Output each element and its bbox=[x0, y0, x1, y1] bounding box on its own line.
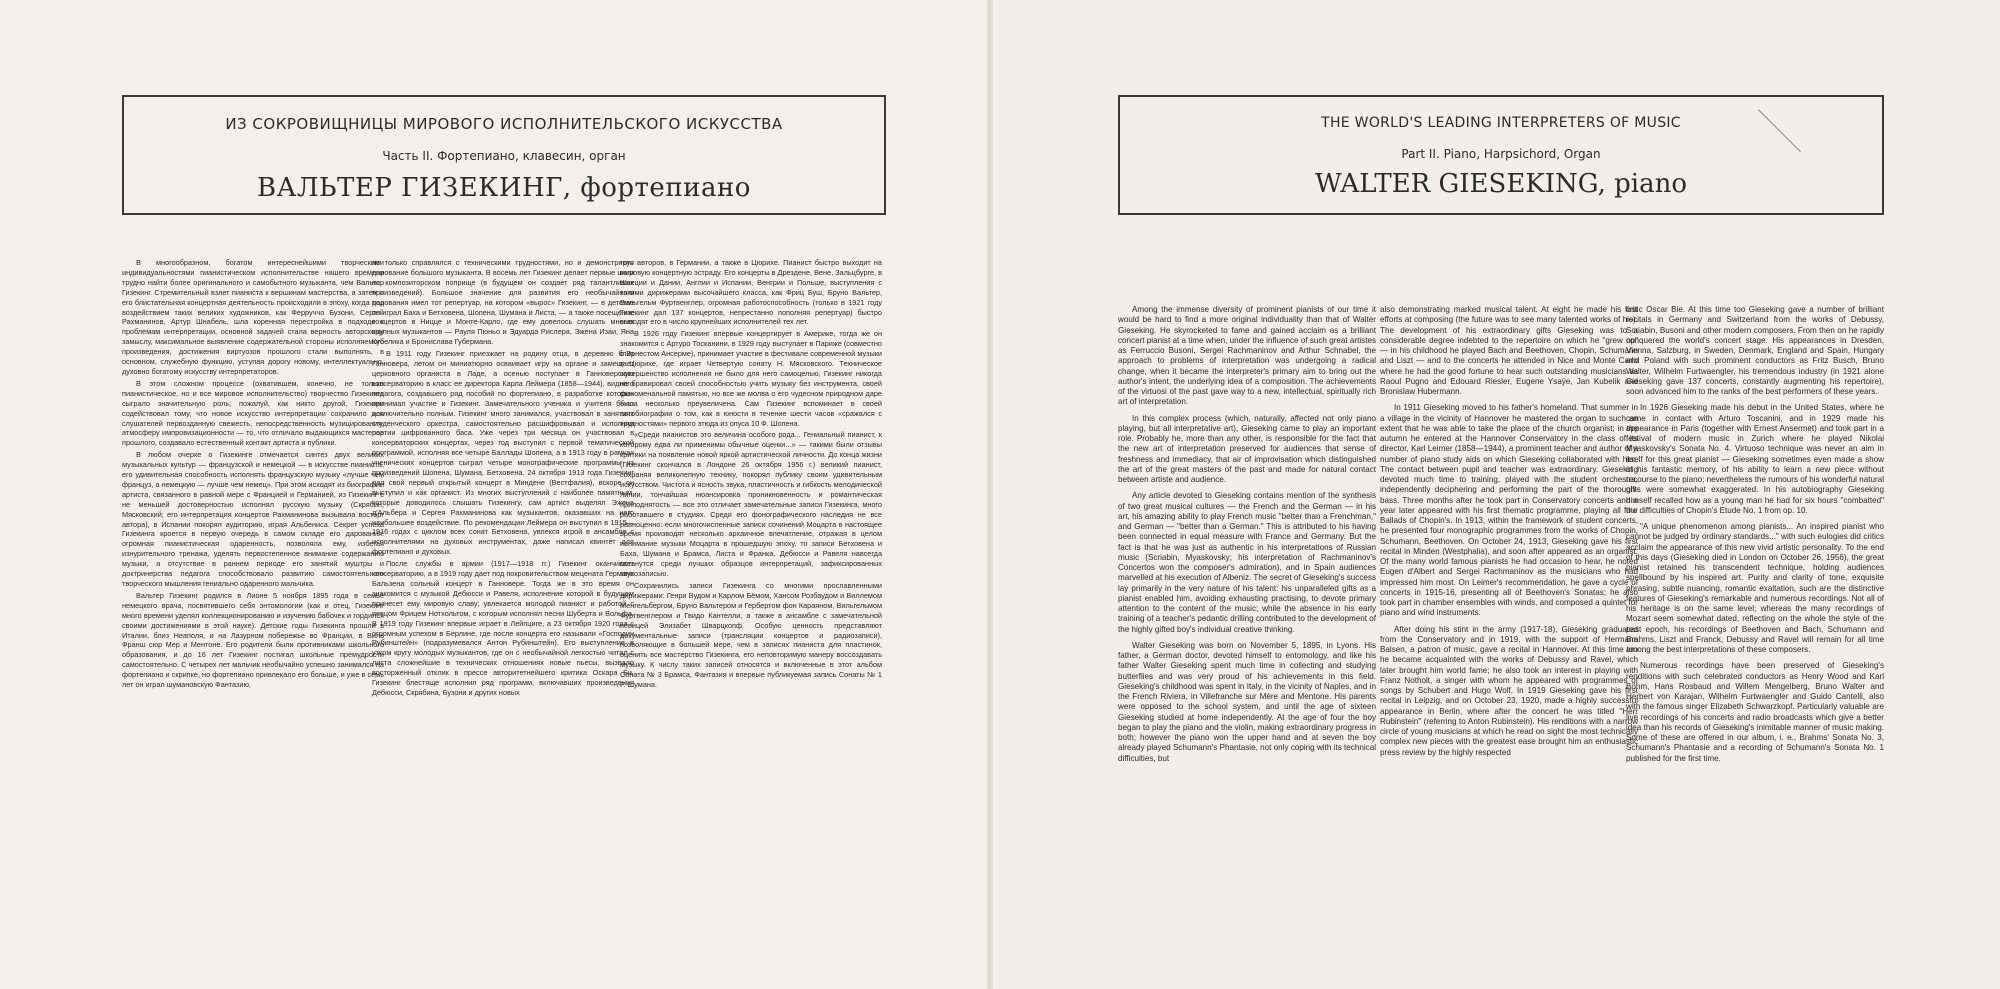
series-title-en: THE WORLD'S LEADING INTERPRETERS OF MUSIC bbox=[1321, 115, 1681, 131]
series-title-ru: ИЗ СОКРОВИЩНИЦЫ МИРОВОГО ИСПОЛНИТЕЛЬСКОГО ИСКУССТВА bbox=[225, 115, 783, 133]
ru-paragraph: В 1911 году Гизекинг приезжает на родину отца, в деревню близ Ганновера, летом он миниатюрно осваивает игру на органе и замещает церковного органиста в Ладе, а осенью поступает в Ганноверскую консерваторию в класс ее директора Карла Леймера (1858—1944), видного педагога, создавшего ряд пособий по фортепиано, в разработке которых принимал участие и Гизекинг. Замечательного ученика и учителя было исключительно полным. Гизекинг много занимался, участвовал в занятиях студенческого оркестра, самостоятельно расшифровывал и исполнял партии цифрованного баса. Уже через три месяца он участвовал в консерваторских концертах, через год выступил с первой тематической программой, исполняя все четыре Баллады Шопена, а в 1913 году в рамках ученических концертов сыграл четыре монографические программы из произведений Шопена, Шумана, Бетховена. 24 октября 1913 года Гизекинг дал свой первый открытый концерт в Миндене (Вестфалия), вскоре он выступил и как органист. Из многих выступлений с наиболее памятным, которые доводилось слышать Гизекингу, сам артист выделял Эжена д'Альбера и Сергея Рахманинова как музыкантов, оказавших на него наибольшее воздействие. По рекомендации Леймера он выступил в 1915—1916 годах с циклом всех сонат Бетховена, увлекся игрой в ансамбле с исполнителями на духовых инструментах, даже написал квинтет для фортепиано и духовых. bbox=[372, 349, 634, 557]
part-title-ru: Часть II. Фортепиано, клавесин, орган bbox=[382, 149, 626, 163]
ru-paragraph: Сохранились записи Гизекинга со многими прославленными дирижерами: Генри Вудом и Карлом Бёмом, Хансом Розбаудом и Виллемом Менгельбергом, Бруно Вальтером и Гербертом фон Караяном, Вильгельмом Фуртвенглером и Гвидо Кантелли, а также в ансамбле с замечательной певицей Элизабет Шварцкопф. Особую ценность представляют документальные записи (трансляции концертов и радиозаписи), позволяющие в большей мере, чем в записях пианиста для пластинок, оценить все мастерство Гизекинга, его неповторимую манеру воссоздавать музыку. К числу таких записей относятся и включенные в этот альбом Соната № 3 Брамса, Фантазия и впервые публикуемая запись Сонаты № 1 Р. Шумана. bbox=[620, 581, 882, 690]
en-paragraph: also demonstrating marked musical talent. At eight he made his first efforts at composing (the future was to see many talented works of his). The development of his extraordinary gifts Gieseking was to a considerable degree indebted to the repertoire on which he "grew up" — in his childhood he played Bach and Beethoven, Chopin, Schumann and Liszt — and to the concerts he attended in Nice and Monte Carlo where he had the good fortune to hear such outstanding musicians as Raoul Pugno and Edouard Riesler, Eugene Ysaÿe, Jan Kubelik and Bronislaw Hubermann. bbox=[1380, 305, 1638, 396]
en-paragraph: After doing his stint in the army (1917-18), Gieseking graduated from the Conservatory and in 1919, with the support of Hermann Balsen, a patron of music, gave a recital in Hannover. At this time too he became acquainted with the works of Debussy and Ravel, which later brought him world fame; he also took an interest in playing with Franz Notholt, a singer with whom he appeared with programmes of songs by Schubert and Hugo Wolf. In 1919 Gieseking gave his first recital in Leipzig, and on October 23, 1920, made a highly successful appearance in Berlin, where after the concert he was titled "Herr Rubinstein" (referring to Anton Rubinstein). His renditions with a narrow circle of young musicians at which he read on sight the most technically complex new pieces with the greatest ease brought him an enthusiastic press review by the highly respected bbox=[1380, 624, 1638, 757]
ru-paragraph: В любом очерке о Гизекинге отмечается синтез двух великих музыкальных культур — французской и немецкой — в искусстве пианиста, его удивительная способность исполнять французскую музыку «лучше чем француз, а немецкую — лучше чем немец». При этом исходят из биографии артиста, связанного в равной мере с Францией и Германией, из Гизекинг с не меньшей достоверностью исполнял русскую музыку (Скрябин, Мясковский; его интерпретация концертов Рахманинова вызывала восторг автора), в Испании покорял аудиторию, играя Альбениса. Секрет успеха Гизекинга кроется в первую очередь в самом складе его дарования: огромная пианистическая одаренность, позволяла ему, избегая изнурительного тренажа, уделять первостепенное внимание содержанию музыки, а отсутствие в раннем периоде его занятий муштры и доктринерства педагога способствовало развитию самостоятельного творческого мышления гениально одаренного мальчика. bbox=[122, 450, 384, 588]
en-paragraph: In 1926 Gieseking made his debut in the United States, where he came in contact with Arturo Toscanini, and in 1929 made his appearance in Paris (together with Ernest Ansermet) and took part in a festival of modern music in Zurich where he played Nikolai Myaskovsky's Sonata No. 4. Virtuoso technique was never an aim in itself for this great pianist — Gieseking sometimes even made a show of his fantastic memory, of his ability to learn a new piece without recourse to the piano; nevertheless the rumours of his wonderful natural gifts were somewhat exaggerated. In his autobiography Gieseking himself recalled how as a young man he had for six hours "combatted" the difficulties of Chopin's Etude No. 1 from op. 10. bbox=[1626, 403, 1884, 515]
page-fold bbox=[987, 0, 993, 989]
artist-title-en: WALTER GIESEKING, piano bbox=[1315, 169, 1687, 199]
ru-paragraph: «Среди пианистов это величина особого рода... Гениальный пианист, к которому едва ли применимы обычные оценки...» — такими были отзывы критики на появление новой яркой артистической личности. До конца жизни (Гизекинг скончался в Лондоне 26 октября 1956 г.) великий пианист, сохраняя великолепную технику, покорял публику своим удивительным искусством. Чистота и ясность звука, пластичность и гибкость мелодической линии, тончайшая нюансировка проникновенность и романтическая приподнятость — все это отличает замечательные записи Гизекинга, много работавшего в студиях. Среди его фонографического наследия не все равноценно: если многочисленные записи сочинений Моцарта в настоящее время производят несколько архаичное впечатление, отражая в целом понимание музыки Моцарта в прошедшую эпоху, то записи Бетховена и Баха, Шумана и Брамса, Листа и Франка, Дебюсси и Равеля навсегда останутся среди лучших образцов интерпретаций, зафиксированных звукозаписью. bbox=[620, 430, 882, 579]
ru-paragraph: После службы в армии (1917—1918 гг.) Гизекинг оканчивает консерваторию, а в 1919 году дает под покровительством мецената Германа Бальзена сольный концерт в Ганновере. Тогда же в это время он знакомится с музыкой Дебюсси и Равеля, исполнение которой в будущем принесет ему мировую славу; увлекается молодой пианист и работой с певцом Фрицем Нотхольтом, с которым исполнял песни Шуберта и Вольфа. В 1919 году Гизекинг впервые играет в Лейпциге, а 23 октября 1920 года с огромным успехом в Берлине, где после концерта его называли «Господин Рубинштейн» (подразумевался Антон Рубинштейн). Его выступление в узком кругу молодых музыкантов, где он с необычайной легкостью читал с листа сложнейшие в технических отношениях новые пьесы, вызвало восторженный отклик в прессе авторитетнейшего критика Оскара Би. Гизекинг блестяще исполнил ряд программ, включавших произведения Дебюсси, Скрябина, Бузони и других новых bbox=[372, 559, 634, 697]
en-paragraph: Any article devoted to Gieseking contains mention of the synthesis of two great musical cultures — the French and the German — in his art, his amazing ability to play French music "better than a Frenchman," and German — "better than a German." This is attributed to his having been connected in equal measure with France and Germany. But the fact is that he was just as authentic in his interpretations of Russian music (Scriabin, Myaskovsky; his interpretation of Rachmaninov's Concertos won the composer's admiration), and in Spain audiences marvelled at his execution of Albeniz. The secret of Gieseking's success lay primarily in the very nature of his talent: his unparalleled gifts as a pianist enabled him, avoiding exhausting practising, to devote primary attention to the content of the music; while the absence in his early training of a teacher's pedantic drilling contributed to the development of the highly gifted boy's individual creative thinking. bbox=[1118, 491, 1376, 634]
en-paragraph: "A unique phenomenon among pianists... An inspired pianist who cannot be judged by ordinary standards..." with such eulogies did critics acclaim the appearance of this new vivid artistic personality. To the end of this days (Gieseking died in London on October 26, 1956), the great pianist retained his transcendent technique, holding audiences spellbound by his inspired art. Purity and clarity of tone, exquisite phrasing, subtle nuancing, romantic exaltation, such are the distinctive features of Gieseking's remarkable and numerous recordings. Not all of his heritage is on the same level; whereas the many recordings of Mozart seem somewhat dated, reflecting on the whole the style of the past epoch, his recordings of Beethoven and Bach, Schumann and Brahms, Liszt and Franck, Debussy and Ravel will remain for all time among the best interpretations of these composers. bbox=[1626, 522, 1884, 654]
ru-paragraph: Вальтер Гизекинг родился в Лионе 5 ноября 1895 года в семье немецкого врача, посвятившего себя энтомологии (как и отец, Гизекинг много времени уделял коллекционированию и изучению бабочек и гордился своими достижениями в этой науке). Детские годы Гизекинга прошли в Италии, близ Неаполя, и на Лазурном побережье во Франции, в Виль Франш сюр Мер и Ментоне. Его родители были противниками школьного образования, и до 16 лет Гизекинг постигал школьные премудрости самостоятельно. С четырех лет мальчик необычайно успешно занимался на фортепиано и скрипке, но фортепиано привлекало его больше, и уже в семь лет он играл шумановскую Фантазию, bbox=[122, 590, 384, 690]
ru-paragraph: В этом сложном процессе (охватившем, конечно, не только пианистическое, но и все мировое исполнительство) творчество Гизекинга сыграло значительную роль; пожалуй, как никто другой, Гизекинг содействовал тому, что новое искусство интерпретации сохранило для слушателей первозданную свежесть, непосредственность музицирования, атмосферу импровизационности — то, что отличало выдающихся мастеров прошлого, создавало естественный контакт артиста и публики. bbox=[122, 378, 384, 448]
english-header-box bbox=[1118, 95, 1884, 215]
en-paragraph: Among the immense diversity of prominent pianists of our time it would be hard to find a more original individuality than that of Walter Gieseking. He skyrocketed to fame and gained acclaim as a brilliant concert pianist at a time when, under the influence of such great artistes as Ferruccio Busoni, Sergei Rachmaninov and Arthur Schnabel, the approach to problems of interpretation was undergoing a radical change, when it became the interpreter's primary aim to bring out the author's intent, the underlying idea of a composition. The achievements of the virtuosi of the past gave way to a new, intellectual, spiritually rich art of interpretation. bbox=[1118, 305, 1376, 407]
ru-column-1 bbox=[122, 258, 384, 963]
en-paragraph: In this complex process (which, naturally, affected not only piano playing, but all interpretative art), Gieseking came to play an important role. Probably he, more than any other, is responsible for the fact that the new art of interpretation preserved for audiences that sense of freshness and immediacy, that air of improvisation which distinguished the art of the great masters of the past and made for natural contact between artiste and audience. bbox=[1118, 413, 1376, 484]
part-title-en: Part II. Piano, Harpsichord, Organ bbox=[1401, 147, 1601, 161]
ru-paragraph: не только справлялся с техническими трудностями, но и демонстрируя дарование большого музыканта. В восемь лет Гизекинг делает первые шаги на композиторском поприще (в будущем он создает ряд талантливых произведений). Большое значение для развития его необычайного дарования имел тот репертуар, на котором «вырос» Гизекинг, — в детстве он играл Баха и Бетховена, Шопена, Шумана и Листа, — а также посещение концертов в Ницце и Монте-Карло, где ему довелось слушать многих крупных музыкантов — Рауля Пюньо и Эдуарда Рислера, Эжена Изаи, Яна Кубелика и Бронислава Губермана. bbox=[372, 258, 634, 347]
en-paragraph: In 1911 Gieseking moved to his father's homeland. That summer in a village in the vicinity of Hannover he mastered the organ to such an extent that he was able to take the place of the church organist; in the autumn he entered at the Hannover Conservatory in the class of its director, Karl Leimer (1858—1944), a prominent teacher and author of a number of piano study aids on which Gieseking collaborated with him. The contact between pupil and teacher was extraordinary. Gieseking devoted much time to training, played with the student orchestra, independently deciphering and performing the part of the thorough-bass. Three months after he took part in Conservatory concerts and a year later appeared with his first thematic programme, playing all four Ballads of Chopin's. In 1913, within the framework of student concerts, he presented four monographic programmes from the works of Chopin, Schumann, Beethoven. On October 24, 1913, Gieseking gave his first recital in Minden (Westphalia), and soon after appeared as an organist. Of the many world famous pianists he had occasion to hear, he noted Eugen d'Albert and Sergei Rachmaninov as the musicians who had impressed him most. On Leimer's recommendation, he gave a cycle of concerts in 1915-16, presenting all of Beethoven's Sonatas; he also took part in chamber ensembles with winds, and composed a quintet for piano and wind instruments. bbox=[1380, 403, 1638, 618]
en-paragraph: Numerous recordings have been preserved of Gieseking's renditions with such celebrated conductors as Henry Wood and Karl Böhm, Hans Rosbaud and Willem Mengelberg, Bruno Walter and Herbert von Karajan, Wilhelm Furtwaengler and Guido Cantelli, also with the famous singer Elizabeth Schwarzkopf. Particularly valuable are live recordings of his concerts and radio broadcasts which give a better idea than his records of Gieseking's inimitable manner of music making. Some of these are offered in our album, i. e., Brahms' Sonata No. 3, Schumann's Phantasie and a recording of Schumann's Sonata No. 1 published for the first time. bbox=[1626, 661, 1884, 763]
en-column-1 bbox=[1118, 305, 1376, 957]
ru-paragraph: того авторов, в Германии, а также в Цюрихе. Пианист быстро выходит на мировую концертную эстраду. Его концерты в Дрездене, Вене, Зальцбурге, в Швеции и Дании, Англии и Испании, Венгрии и Польше, выступления с такими дирижерами высочайшего класса, как Фриц Буш, Бруно Вальтер, Вильгельм Фуртвенглер, огромная работоспособность (только в 1921 году Гизекинг дал 137 концертов, непрестанно пополняя репертуар) быстро выводят его в число крупнейших исполнителей тех лет. bbox=[620, 258, 882, 327]
en-column-3 bbox=[1626, 305, 1884, 957]
en-paragraph: Walter Gieseking was born on November 5, 1895, in Lyons. His father, a German doctor, devoted himself to entomology, and like his father Walter Gieseking spent much time in collecting and studying butterflies and was very proud of his achievements in this field. Gieseking's childhood was spent in Italy, in the vicinity of Naples, and in the French Riviera, in Villefranche sur Mère and Mentone. His parents were opposed to the school system, and until the age of sixteen Gieseking studied at home independently. At the age of four the boy began to play the piano and the violin, making extraordinary progress in both; however the piano won the upper hand and at seven the boy already played Schumann's Phantasie, not only coping with its technical difficulties, but bbox=[1118, 640, 1376, 763]
ru-column-3 bbox=[620, 258, 882, 963]
ru-column-2 bbox=[372, 258, 634, 963]
artist-title-ru: ВАЛЬТЕР ГИЗЕКИНГ, фортепиано bbox=[257, 173, 751, 203]
russian-header-box bbox=[122, 95, 886, 215]
ru-paragraph: В 1926 году Гизекинг впервые концертирует в Америке, тогда же он знакомится с Артуро Тосканини, в 1929 году выступает в Париже (совместно с Эрнестом Ансерме), принимает участие в фестивале современной музыки в Цюрихе, где играет Четвертую сонату Н. Мясковского. Техническое совершенство исполнения не было для него самоцелью, Гизекинг никогда не бравировал своей способностью учить музыку без инструмента, своей феноменальной памятью, но все же молва о его чудесном природном даре была несколько преувеличена. Сам Гизекинг вспоминает в своей автобиографии о том, как в юности в течение шести часов «сражался с трудностями» первого этюда из опуса 10 Ф. Шопена. bbox=[620, 329, 882, 428]
en-column-2 bbox=[1380, 305, 1638, 957]
en-paragraph: critic Oscar Bie. At this time too Gieseking gave a number of brilliant recitals in Germany and Switzerland from the works of Debussy, Scriabin, Busoni and other modern composers. From then on he rapidly conquered the world's concert stage. His appearances in Dresden, Vienna, Salzburg, in Sweden, Denmark, England and Spain, Hungary and Poland with such prominent conductors as Fritz Busch, Bruno Walter, Wilhelm Furtwaengler, his tremendous industry (in 1921 alone Gieseking gave 137 concerts, constantly augmenting his repertoire), soon advanced him to the ranks of the best performers of these years. bbox=[1626, 305, 1884, 396]
ru-paragraph: В многообразном, богатом интереснейшими творческими индивидуальностями пианистическом исполнительстве нашего времени трудно найти более оригинального и самобытного музыканта, чем Вальтер Гизекинг. Стремительный взлет пианиста к вершинам мастерства, а затем и его блистательная концертная деятельность происходили в эпоху, когда под воздействием таких великих художников, как Ферруччо Бузони, Сергей Рахманинов, Артур Шнабель, шла коренная перестройка в подходе к проблемам интерпретации, основной задачей стала верность авторскому замыслу, максимальное выявление содержательной стороны исполняемого произведения, достижения виртуозов прошлого стали выполнять, в основном, служебную функцию, уступая дорогу новому, интеллектуально, духовно богатому искусству интерпретаторов. bbox=[122, 258, 384, 376]
